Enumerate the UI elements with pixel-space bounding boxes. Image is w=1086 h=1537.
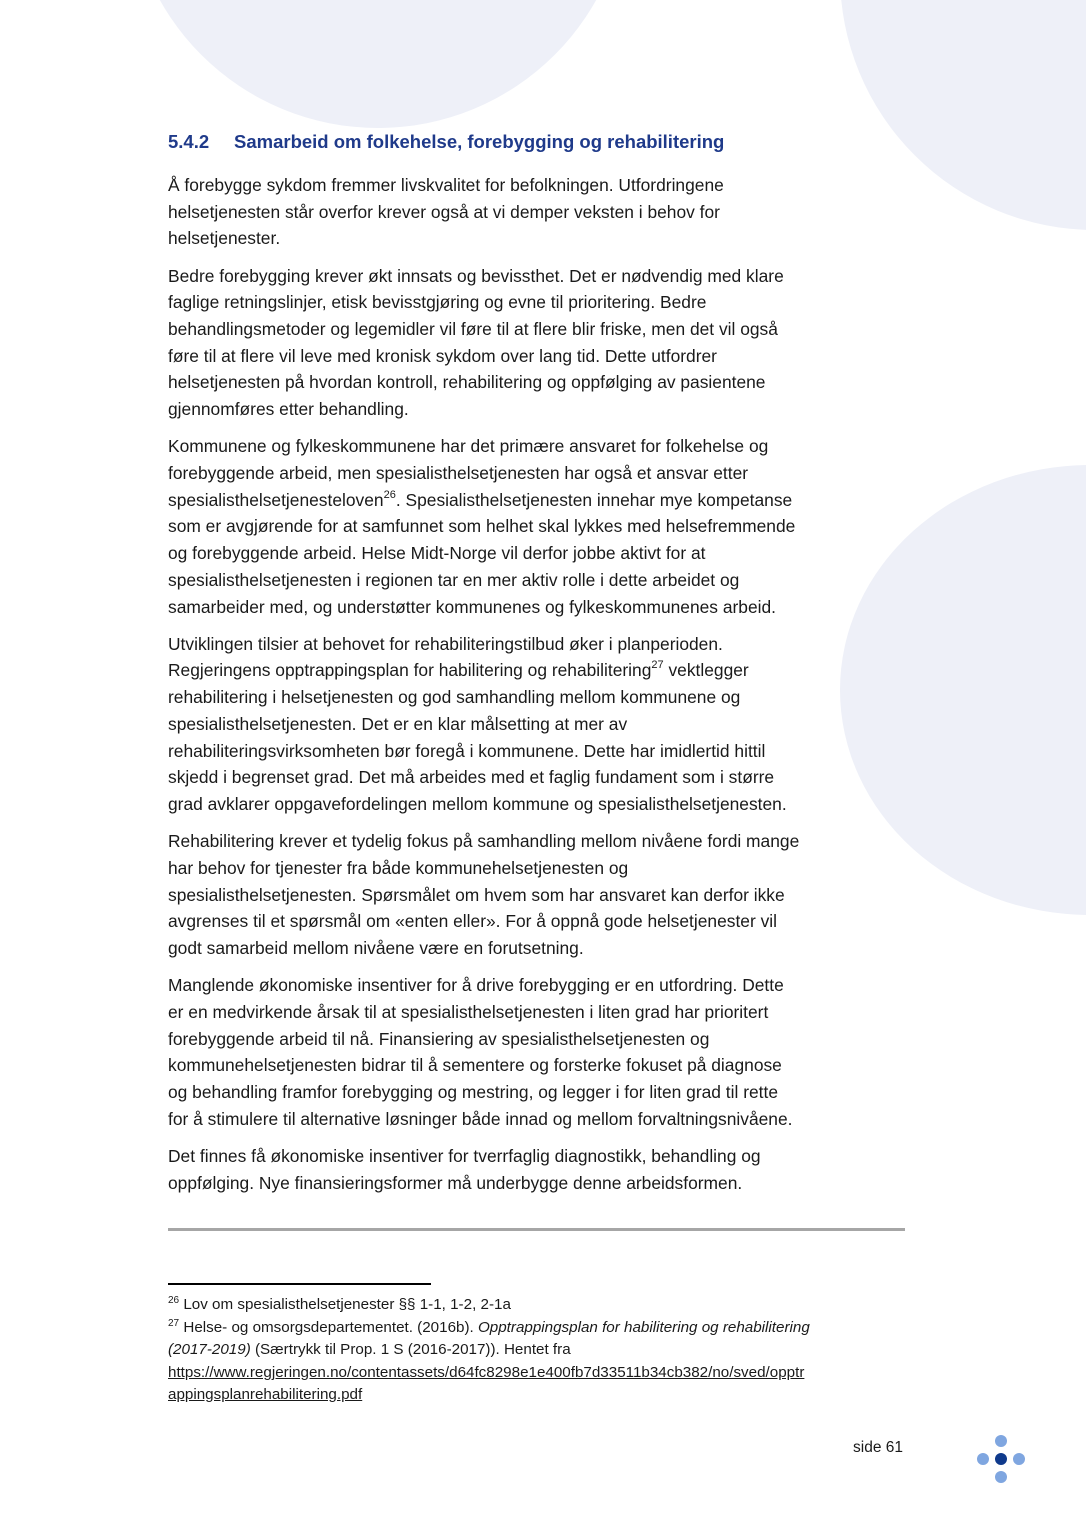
text-line [168,225,908,252]
text-line [168,855,908,882]
logo-dot [1013,1453,1025,1465]
text-segment: har behov for tjenester fra både kommunehelsetjenesten og [168,857,629,878]
footnote-divider [168,1283,431,1285]
paragraph [168,433,908,620]
text-segment: spesialisthelsetjenesten. Det er en klar målsetting at mer av [168,713,628,734]
text-segment: samarbeider med, og understøtter kommunenes og fylkeskommunenes arbeid. [168,596,777,617]
text-segment: helsetjenesten står overfor krever også at vi demper veksten i behov for [168,201,720,222]
text-segment: godt samarbeid mellom nivåene være en forutsetning. [168,937,584,958]
text-segment: for å stimulere til alternative løsninger både innad og mellom forvaltningsnivåene. [168,1108,793,1129]
text-segment: Utviklingen tilsier at behovet for rehabiliteringstilbud øker i planperioden. [168,633,723,654]
text-segment: Regjeringens opptrappingsplan for habilitering og rehabilitering [168,660,652,681]
text-segment: og behandling framfor forebygging og mestring, og legger i for liten grad til rette [168,1082,778,1102]
text-line [168,460,908,487]
text-segment: skjedd i begrenset grad. Det må arbeides med et faglig fundament som i større [168,767,775,788]
section-heading [168,131,908,153]
footnotes [168,1294,908,1407]
text-segment: Å forebygge sykdom fremmer livskvalitet for befolkningen. Utfordringene [168,175,724,195]
footnote-mark: 27 [168,1317,180,1329]
text-line [168,396,908,423]
text-line [168,764,908,791]
text-line [168,289,908,316]
text-segment: som er avgjørende for at samfunnet som helhet skal lykkes med helsefremmende [168,516,796,537]
text-segment: Bedre forebygging krever økt innsats og bevissthet. Det er nødvendig med klare [168,265,784,286]
paragraph [168,263,908,423]
text-line [168,657,908,684]
text-line [168,487,908,514]
paragraph [168,1143,908,1196]
text-line [168,1170,908,1197]
footnote-reference[interactable]: 27 [651,659,664,672]
paragraph [168,172,908,252]
page-number: side 61 [853,1439,903,1456]
text-line [168,433,908,460]
text-line [168,631,908,658]
text-segment: . Spesialisthelsetjenesten innehar mye kompetanse [395,489,793,510]
paragraph [168,972,908,1132]
paragraph [168,828,908,962]
text-line [168,594,908,621]
text-segment: grad avklarer oppgavefordelingen mellom kommune og spesialisthelsetjenesten. [168,793,787,814]
decorative-circle [128,0,628,128]
text-segment: er en medvirkende årsak til at spesialisthelsetjenesten i liten grad har prioritert [168,1001,769,1022]
footnote-title-years: (2017-2019) [168,1341,251,1358]
footnote-mark: 26 [168,1295,180,1306]
text-line [168,828,908,855]
text-segment: vektlegger [663,660,749,681]
body-text [168,172,908,1207]
text-line [168,1143,908,1170]
section-number: 5.4.2 [168,131,210,152]
text-segment: helsetjenester. [168,228,281,249]
text-line [168,935,908,962]
text-line [168,1052,908,1079]
text-segment: Det finnes få økonomiske insentiver for tverrfaglig diagnostikk, behandling og [168,1145,761,1166]
footnote-text: Helse- og omsorgsdepartementet. (2016b). [179,1318,478,1336]
text-line [168,1079,908,1106]
text-segment: rehabiliteringsvirksomheten bør foregå i kommunene. Dette har imidlertid hittil [168,740,766,761]
text-line [168,711,908,738]
logo-dot [977,1453,989,1465]
divider [168,1228,905,1231]
text-line [168,172,908,199]
footnote-text: (Særtrykk til Prop. 1 S (2016-2017)). Hentet fra [250,1341,571,1358]
text-segment: oppfølging. Nye finansieringsformer må underbygge denne arbeidsformen. [168,1172,743,1193]
logo-dot [995,1453,1007,1465]
footnote-title: Opptrappingsplan for habilitering og rehabilitering [477,1318,810,1336]
footnote-link[interactable]: https://www.regjeringen.no/contentassets/d64fc8298e1e400fb7d33511b34cb382/no/sved/opptr [168,1363,805,1381]
text-line [168,513,908,540]
text-segment: Kommunene og fylkeskommunene har det primære ansvaret for folkehelse og [168,436,769,457]
text-segment: Manglende økonomiske insentiver for å drive forebygging er en utfordring. Dette [168,975,784,996]
text-line [168,369,908,396]
text-segment: spesialisthelsetjenesten i regionen tar en mer aktiv rolle i dette arbeidet og [168,569,740,590]
text-line [168,972,908,999]
text-line [168,1026,908,1053]
text-segment: rehabilitering i helsetjenesten og god samhandling mellom kommunene og [168,687,741,708]
text-line [168,738,908,765]
footnote-text: Lov om spesialisthelsetjenester §§ 1-1, 1-2, 2-1a [179,1296,511,1313]
text-segment: avgrenses til et spørsmål om «enten eller». For å oppnå gode helsetjenester vil [168,911,777,932]
text-line [168,199,908,226]
logo-dot [995,1471,1007,1483]
text-segment: spesialisthelsetjenesten. Spørsmålet om hvem som har ansvaret kan derfor ikke [168,884,785,905]
text-line [168,343,908,370]
logo-dot [995,1435,1007,1447]
text-line [168,882,908,909]
text-line [168,908,908,935]
footnote-link[interactable]: appingsplanrehabilitering.pdf [168,1386,363,1403]
text-segment: helsetjenesten på hvordan kontroll, rehabilitering og oppfølging av pasientene [168,372,766,393]
text-segment: faglige retningslinjer, etisk bevisstgjøring og evne til prioritering. Bedre [168,292,707,313]
text-segment: behandlingsmetoder og legemidler vil føre til at flere blir friske, men det vil også [168,319,778,340]
text-segment: kommunehelsetjenesten bidrar til å sementere og forsterke fokuset på diagnose [168,1055,782,1076]
text-line [168,1106,908,1133]
text-segment: forebyggende arbeid til nå. Finansiering av spesialisthelsetjenesten og [168,1028,710,1049]
text-line [168,263,908,290]
text-segment: føre til at flere vil leve med kronisk sykdom over lang tid. Dette utfordrer [168,345,717,366]
text-line [168,540,908,567]
paragraph [168,631,908,818]
text-segment: forebyggende arbeid, men spesialisthelsetjenesten har også et ansvar etter [168,463,749,484]
footnote-26 [168,1294,908,1317]
section-title: Samarbeid om folkehelse, forebygging og rehabilitering [234,131,725,152]
text-line [168,316,908,343]
text-segment: og forebyggende arbeid. Helse Midt-Norge vil derfor jobbe aktivt for at [168,543,706,564]
text-line [168,999,908,1026]
text-segment: Rehabilitering krever et tydelig fokus på samhandling mellom nivåene fordi mange [168,831,800,852]
text-segment: spesialisthelsetjenesteloven [168,489,384,510]
footnote-27 [168,1317,908,1407]
footnote-reference[interactable]: 26 [383,488,396,501]
text-line [168,791,908,818]
text-line [168,567,908,594]
text-segment: gjennomføres etter behandling. [168,399,409,420]
text-line [168,684,908,711]
